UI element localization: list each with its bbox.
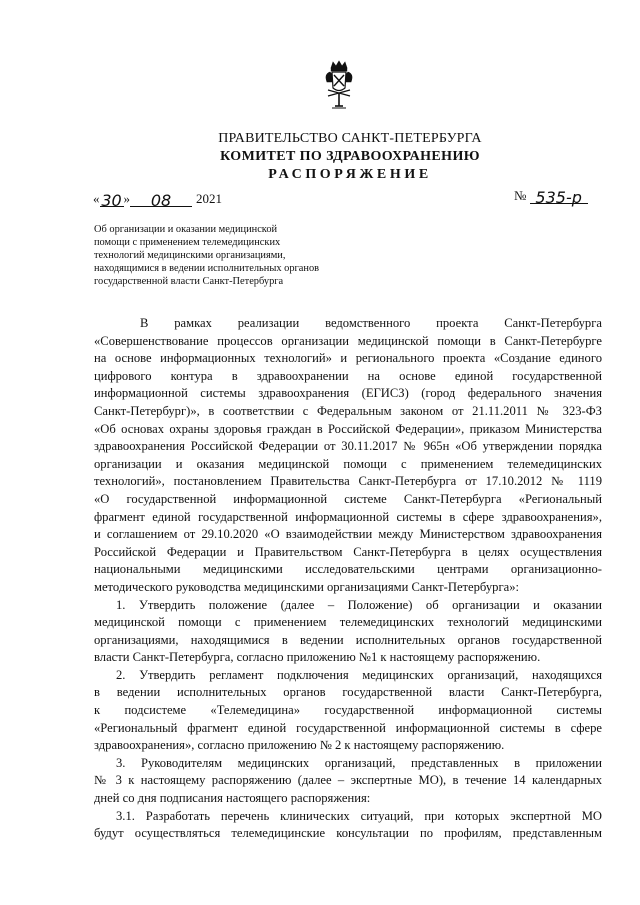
body-line: национальными медицинскими исследовательскими центрами организационно- xyxy=(94,562,602,577)
date-month: 08 xyxy=(150,191,172,210)
body-line: будут осуществляться телемедицинские консультации по профилям, представленным xyxy=(94,826,602,841)
body-line: 1. Утвердить положение (далее – Положение) об организации и оказании xyxy=(116,597,602,612)
body-line: 3. Руководителям медицинских организаций, представленных в приложении xyxy=(116,755,602,770)
date-day: 30 xyxy=(101,191,122,210)
body-line: № 3 к настоящему распоряжению (далее – экспертные МО), в течение 14 календарных xyxy=(94,773,602,788)
subject-line: помощи с применением телемедицинских xyxy=(94,237,281,248)
body-line: «О государственной информационной системе Санкт-Петербурга «Региональный xyxy=(94,491,602,506)
body-line: Санкт-Петербург)», в соответствии с Федеральным законом от 21.11.2011 № 323-ФЗ xyxy=(94,403,602,418)
date-year: 2021 xyxy=(196,191,222,206)
document-number xyxy=(514,188,588,207)
subject-line: Об организации и оказании медицинской xyxy=(94,224,278,235)
committee-title: КОМИТЕТ ПО ЗДРАВООХРАНЕНИЮ xyxy=(220,149,480,164)
body-line: организации и оказания медицинской помощи с применением телемедицинских xyxy=(94,456,602,471)
document-type-title: РАСПОРЯЖЕНИЕ xyxy=(268,167,432,182)
body-line: технологий», постановлением Правительства Санкт-Петербурга от 17.10.2012 № 1119 xyxy=(94,474,602,489)
document-date xyxy=(93,191,222,210)
body-line: на основе информационных технологий» и регионального проекта «Создание единого xyxy=(94,351,602,366)
body-line: «Региональный фрагмент единой государственной информационной системы в сфере xyxy=(94,720,602,735)
government-title: ПРАВИТЕЛЬСТВО САНКТ-ПЕТЕРБУРГА xyxy=(218,131,482,146)
body-line: 2. Утвердить регламент подключения медицинских организаций, находящихся xyxy=(116,667,602,682)
body-line: 3.1. Разработать перечень клинических ситуаций, при которых экспертной МО xyxy=(116,808,602,823)
body-line: и соглашением от 29.10.2020 «О взаимодействии между Министерством здравоохранения xyxy=(94,527,602,542)
body-line: В рамках реализации ведомственного проекта Санкт-Петербурга xyxy=(140,316,602,330)
body-line: к подсистеме «Телемедицина» государственной информационной системы xyxy=(94,703,602,718)
body-line: «Об основах охраны здоровья граждан в Российской Федерации», приказом Министерства xyxy=(94,421,602,436)
body-line: в ведении исполнительных органов государственной власти Санкт-Петербурга, xyxy=(94,685,602,700)
body-line: «Совершенствование процессов организации медицинской помощи в Санкт-Петербурге xyxy=(94,333,602,348)
date-close-quote: » xyxy=(123,191,130,206)
number-prefix: № xyxy=(514,188,527,203)
body-line: фрагмент единой государственной информационной системы в сфере здравоохранения», xyxy=(94,509,602,524)
document-subject xyxy=(94,223,354,288)
body-line: дней со дня подписания настоящего распоряжения: xyxy=(94,791,371,806)
body-line: цифрового контура в здравоохранении на основе единой государственной xyxy=(94,368,602,383)
body-line: здравоохранения Российской Федерации от 30.11.2017 № 965н «Об утверждении порядка xyxy=(94,439,602,454)
subject-line: государственной власти Санкт-Петербурга xyxy=(94,276,284,287)
body-line: методического руководства медицинскими организациями Санкт-Петербурга»: xyxy=(94,579,520,594)
body-line: медицинской помощи с применением телемедицинских технологий медицинскими xyxy=(94,615,602,630)
body-line: здравоохранения», согласно приложению № 2 к настоящему распоряжению. xyxy=(94,738,505,753)
subject-line: находящимися в ведении исполнительных органов xyxy=(94,263,320,274)
coat-of-arms-emblem xyxy=(318,60,360,112)
body-line: Российской Федерации и Правительством Санкт-Петербурга в целях осуществления xyxy=(94,544,602,559)
number-value: 535-р xyxy=(535,188,582,207)
date-open-quote: « xyxy=(93,191,100,206)
body-line: организациями, находящимися в ведении исполнительных органов государственной xyxy=(94,632,602,647)
body-line: власти Санкт-Петербурга, согласно приложению №1 к настоящему распоряжению. xyxy=(94,650,541,665)
subject-line: технологий медицинскими организациями, xyxy=(94,250,286,261)
body-line: информационной системы здравоохранения (ЕГИСЗ) (город федерального значения xyxy=(94,386,602,401)
document-body xyxy=(94,315,602,843)
